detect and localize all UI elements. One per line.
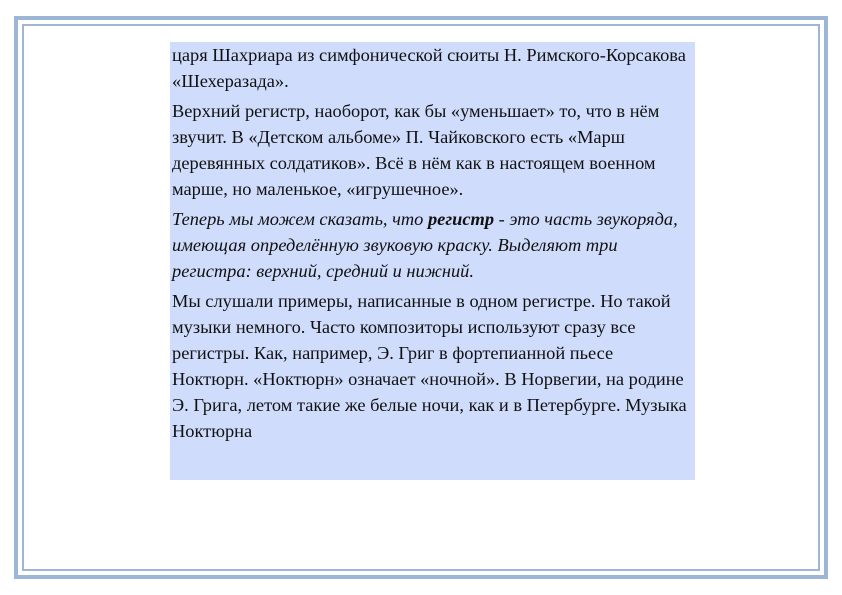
paragraph-shahriar: царя Шахриара из симфонической сюиты Н. Римского-Корсакова «Шехеразада». bbox=[172, 45, 686, 91]
slide-text-block bbox=[170, 42, 695, 480]
paragraph-register-definition bbox=[172, 206, 691, 284]
definition-text-before: Теперь мы можем сказать, что bbox=[172, 209, 428, 229]
paragraph-upper-register: Верхний регистр, наоборот, как бы «уменьшает» то, что в нём звучит. В «Детском альбоме» П. Чайковского есть «Марш деревянных солдатиков». Всё в нём как в настоящем военном марше, но маленькое, «игрушечное». bbox=[172, 101, 660, 199]
definition-text-after: - это часть звукоряда, имеющая определённую звуковую краску. Выделяют три регистра: верхний, средний и нижний. bbox=[172, 209, 678, 281]
definition-term-register: регистр bbox=[427, 209, 495, 229]
paragraph-nocturne: Мы слушали примеры, написанные в одном регистре. Но такой музыки немного. Часто композиторы используют сразу все регистры. Как, например, Э. Григ в фортепианной пьесе Ноктюрн. «Ноктюрн» означает «ночной». В Норвегии, на родине Э. Грига, летом такие же белые ночи, как и в Петербурге. Музыка Ноктюрна bbox=[172, 291, 687, 441]
